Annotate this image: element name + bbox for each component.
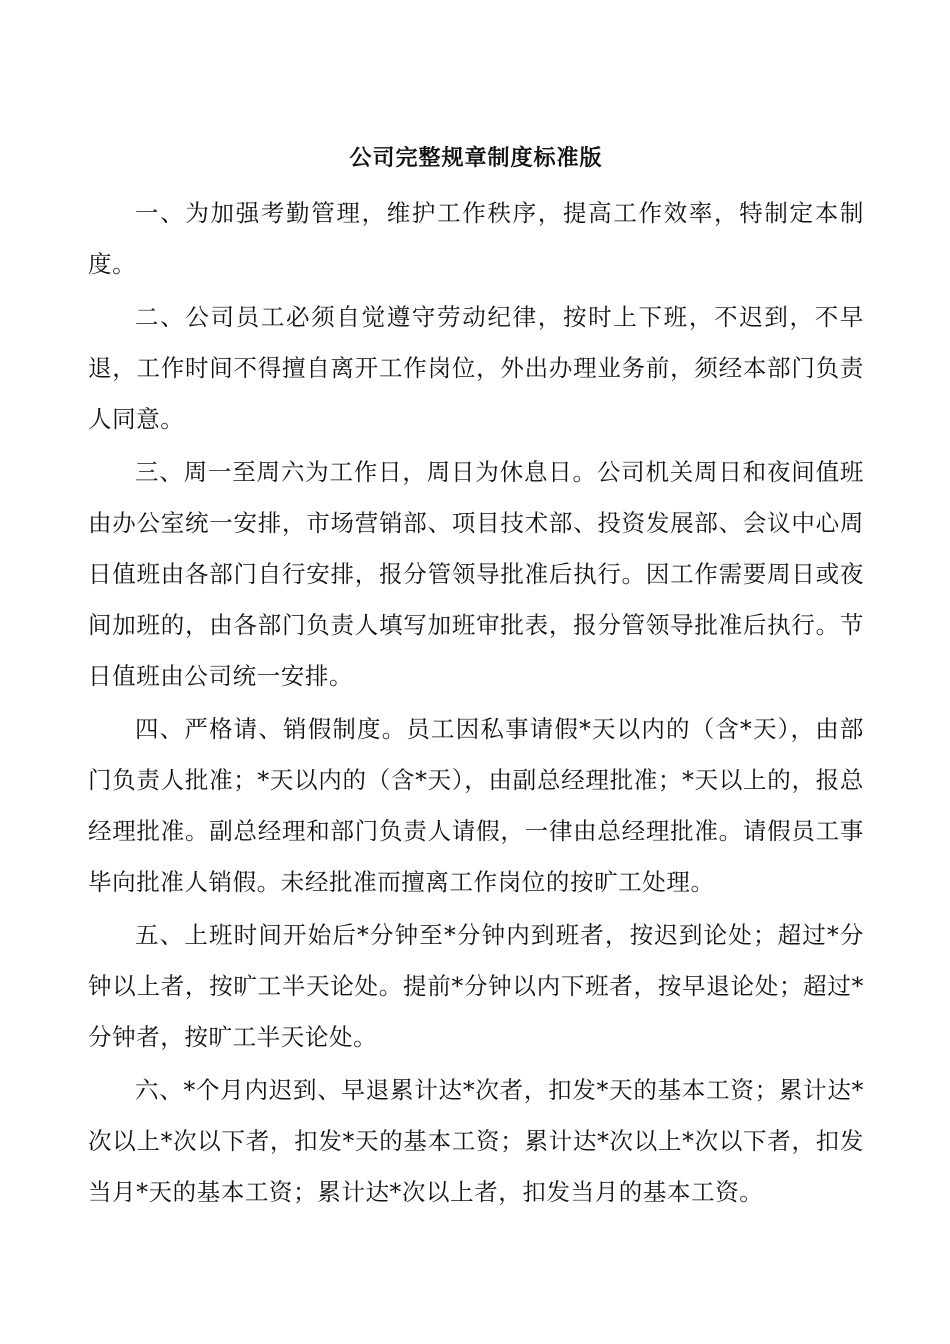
document-title: 公司完整规章制度标准版 <box>349 145 603 171</box>
paragraph-6: 六、*个月内迟到、早退累计达*次者，扣发*天的基本工资；累计达*次以上*次以下者，扣发*天的基本工资；累计达*次以上*次以下者，扣发当月*天的基本工资；累计达*次以上者，扣发当月的基本工资。 <box>88 1076 864 1206</box>
document-page <box>88 138 864 1218</box>
paragraph-4: 四、严格请、销假制度。员工因私事请假*天以内的（含*天），由部门负责人批准；*天以内的（含*天），由副总经理批准；*天以上的，报总经理批准。副总经理和部门负责人请假，一律由总经理批准。请假员工事毕向批准人销假。未经批准而擅离工作岗位的按旷工处理。 <box>88 715 864 896</box>
paragraph-2: 二、公司员工必须自觉遵守劳动纪律，按时上下班，不迟到，不早退，工作时间不得擅自离开工作岗位，外出办理业务前，须经本部门负责人同意。 <box>88 303 864 433</box>
paragraph-5: 五、上班时间开始后*分钟至*分钟内到班者，按迟到论处；超过*分钟以上者，按旷工半天论处。提前*分钟以内下班者，按早退论处；超过*分钟者，按旷工半天论处。 <box>88 921 864 1051</box>
paragraph-3: 三、周一至周六为工作日，周日为休息日。公司机关周日和夜间值班由办公室统一安排，市场营销部、项目技术部、投资发展部、会议中心周日值班由各部门自行安排，报分管领导批准后执行。因工作需要周日或夜间加班的，由各部门负责人填写加班审批表，报分管领导批准后执行。节日值班由公司统一安排。 <box>88 458 864 690</box>
paragraph-1: 一、为加强考勤管理，维护工作秩序，提高工作效率，特制定本制度。 <box>88 199 864 278</box>
